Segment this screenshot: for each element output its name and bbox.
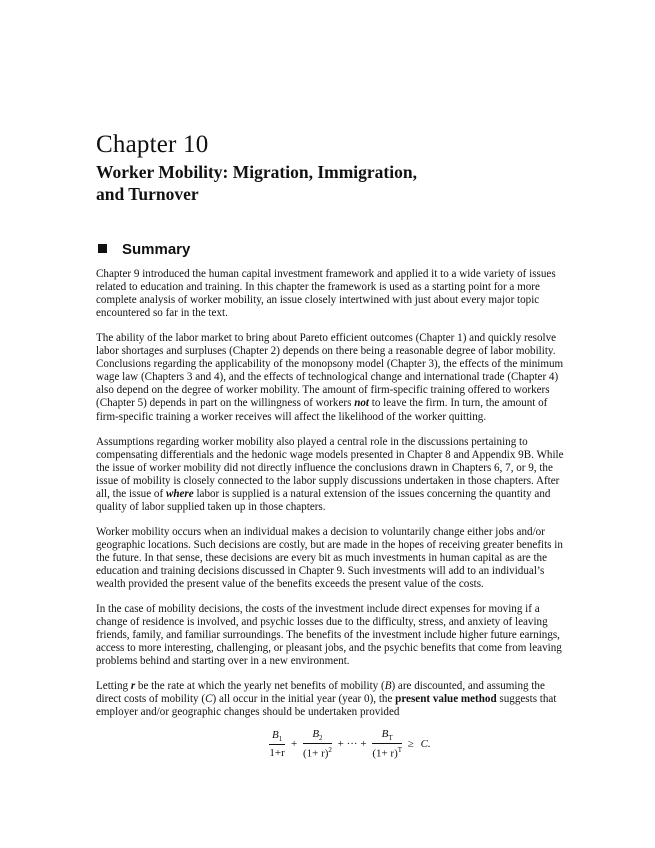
equation-term-1: $\frac{B_1}{1+r}$ (269, 728, 285, 760)
present-value-method-term: present value method (395, 693, 497, 706)
present-value-equation: $\frac{B_1}{1+r}$ + $\frac{B_2}{(1+ r)^2}$ + ··· + $\frac{B_T}{(1+ r)^T}$ ≥ C. (269, 728, 431, 760)
paragraph-5: In the case of mobility decisions, the costs of the investment include direct expenses for moving if a change of residence is involved, and psychic losses due to the difficulty, stress, and anxiety of leaving friends, family, and familiar surroundings. The benefits of the investment include higher future earnings, access to more interesting, challenging, or pleasant jobs, and the psychic benefits that come from leaving problems behind and starting over in a new environment. (96, 603, 562, 668)
emphasis-where: where (165, 488, 194, 501)
paragraph-2: The ability of the labor market to bring about Pareto efficient outcomes (Chapter 1) and quickly resolve labor shortages and surpluses (Chapter 2) depends on there being a reasonable degree of labor mobility. Conclusions regarding the applicability of the monopsony model (Chapter 3), the effects of the minimum wage law (Chapters 3 and 4), and the effects of technological change and international trade (Chapter 4) also depend on the degree of worker mobility. The amount of firm-specific training offered to workers (Chapter 5) depends in part on the willingness of workers not to leave the firm. In turn, the amount of firm-specific training a worker receives will affect the likelihood of the worker quitting. (96, 332, 564, 423)
chapter-title (96, 161, 417, 205)
section-heading-text: Summary (122, 241, 191, 258)
paragraph-3: Assumptions regarding worker mobility also played a central role in the discussions pertaining to compensating differentials and the hedonic wage models presented in Chapter 8 and Appendix 9B. While the issue of worker mobility did not directly influence the conclusions drawn in Chapters 6, 7, or 9, the issue of mobility is closely connected to the labor supply discussions undertaken in those chapters. After all, the issue of where labor is supplied is a natural extension of the issues concerning the quantity and quality of labor supplied taken up in those chapters. (96, 436, 564, 514)
emphasis-not: not (354, 397, 369, 410)
chapter-title-line-2: and Turnover (96, 184, 199, 204)
equation-term-3: $\frac{B_T}{(1+ r)^T}$ (372, 728, 403, 760)
chapter-number: Chapter 10 (96, 131, 209, 158)
paragraph-4: Worker mobility occurs when an individual makes a decision to voluntarily change either jobs and/or geographic locations. Such decisions are costly, but are made in the hopes of receiving greater benefits in the future. In that sense, these decisions are every bit as much investments in human capital as are the education and training decisions discussed in Chapter 9. Such investments will add to an individual’s wealth provided the present value of the benefits exceeds the present value of the costs. (96, 526, 563, 591)
paragraph-1: Chapter 9 introduced the human capital investment framework and applied it to a wide variety of issues related to education and training. In this chapter the framework is used as a starting point for a more complete analysis of worker mobility, an issue closely intertwined with just about every major topic encountered so far in the text. (96, 268, 556, 320)
equation-term-2: $\frac{B_2}{(1+ r)^2}$ (302, 728, 332, 760)
paragraph-6: Letting r be the rate at which the yearly net benefits of mobility (B) are discounted, and assuming the direct costs of mobility (C) all occur in the initial year (year 0), the present value method suggests that employer and/or geographic changes should be undertaken provided (96, 680, 557, 719)
chapter-title-line-1: Worker Mobility: Migration, Immigration, (96, 162, 417, 182)
section-heading (98, 241, 190, 258)
square-bullet-icon (98, 244, 107, 253)
